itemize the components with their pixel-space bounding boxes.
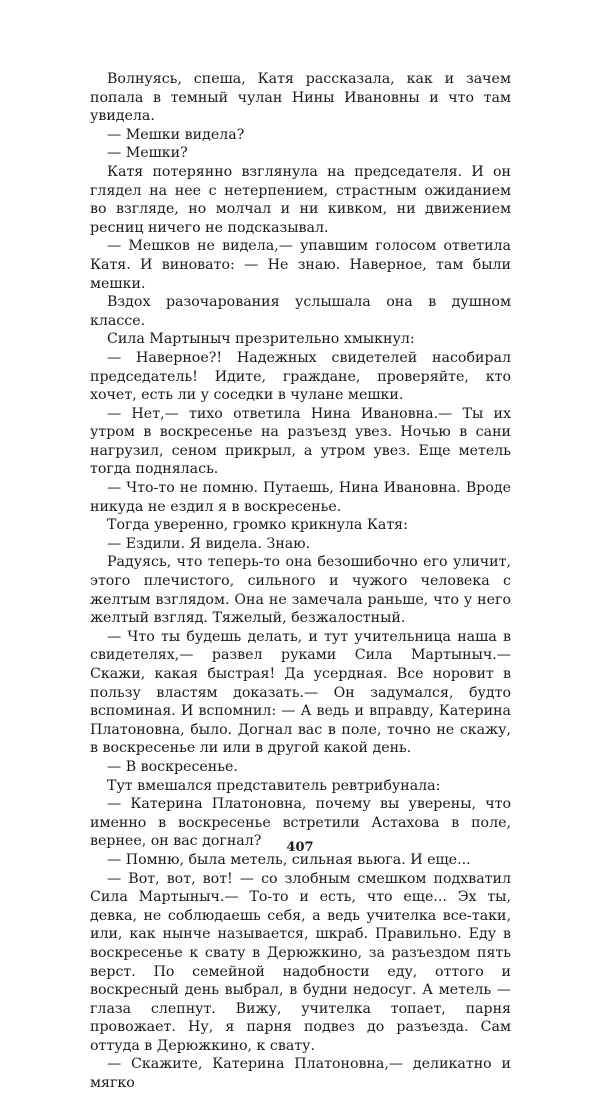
paragraph: Вздох разочарования услышала она в душном классе. [90, 294, 511, 329]
paragraph: — Наверное?! Надежных свидетелей насобирал председатель! Идите, граждане, проверяйте, кто хочет, есть ли у соседки в чулане мешки. [90, 349, 511, 404]
paragraph: Радуясь, что теперь-то она безошибочно его уличит, этого плечистого, сильного и чужого человека с желтым взглядом. Она не замечала раньше, что у него желтый взгляд. Тяжелый, безжалостный. [90, 554, 511, 627]
paragraph: — Мешков не видела,— упавшим голосом ответила Катя. И виновато: — Не знаю. Наверное, там были мешки. [90, 238, 511, 292]
paragraph: — Мешки видела? [107, 126, 245, 143]
paragraph: — Что-то не помню. Путаешь, Нина Ивановна. Вроде никуда не ездил я в воскресенье. [90, 480, 511, 515]
paragraph: — Ездили. Я видела. Знаю. [107, 535, 311, 552]
paragraph: — Помню, была метель, сильная вьюга. И еще... [107, 851, 471, 868]
paragraph: — Катерина Платоновна, почему вы уверены, что именно в воскресенье встретили Астахова в поле, вернее, он вас догнал? [90, 796, 511, 850]
paragraph: — В воскресенье. [107, 758, 238, 775]
paragraph: Катя потерянно взглянула на председателя. И он глядел на нее с нетерпением, страстным ожиданием во взгляде, но молчал и ни кивком, ни движением ресниц ничего не подсказывал. [90, 163, 511, 236]
paragraph: — Нет,— тихо ответила Нина Ивановна.— Ты их утром в воскресенье на разъезд увез. Ночью в сани нагрузил, сеном прикрыл, а утром увез. Еще метель тогда поднялась. [90, 405, 511, 478]
main-text [90, 70, 511, 1093]
paragraph: — Мешки? [107, 145, 188, 162]
paragraph: — Скажите, Катерина Платоновна,— деликатно и мягко [90, 1056, 511, 1092]
paragraph: Волнуясь, спеша, Катя рассказала, как и зачем попала в темный чулан Нины Ивановны и что там увидела. [90, 71, 511, 125]
paragraph: — Вот, вот, вот! — со злобным смешком подхватил Сила Мартыныч.— То-то и есть, что еще... Эх ты, девка, не соблюдаешь себя, а ведь учителка все-таки, или, как нынче называется, шкраб. Правильно. Еду в воскресенье к свату в Дерюжкино, за разъездом пять верст. По семейной надобности еду, оттого и воскресный день выбрал, в будни недосуг. А метель — глаза слепнут. Вижу, учителка топает, парня провожает. Ну, я парня подвез до разъезда. Сам оттуда в Дерюжкино, к свату. [90, 870, 511, 1054]
page-number: 407 [286, 840, 314, 855]
paragraph: Тут вмешался представитель ревтрибунала: [107, 777, 441, 794]
paragraph: Тогда уверенно, громко крикнула Катя: [107, 517, 408, 534]
paragraph: Сила Мартыныч презрительно хмыкнул: [107, 331, 415, 348]
paragraph: — Что ты будешь делать, и тут учительница наша в свидетелях,— развел руками Сила Мартыныч.— Скажи, какая быстрая! Да усердная. Все норовит в пользу властям доказать.— Он задумался, будто вспоминая. И вспомнил: — А ведь и вправду, Катерина Платоновна, было. Догнал вас в поле, точно не скажу, в воскресенье ли или в другой какой день. [90, 628, 511, 757]
